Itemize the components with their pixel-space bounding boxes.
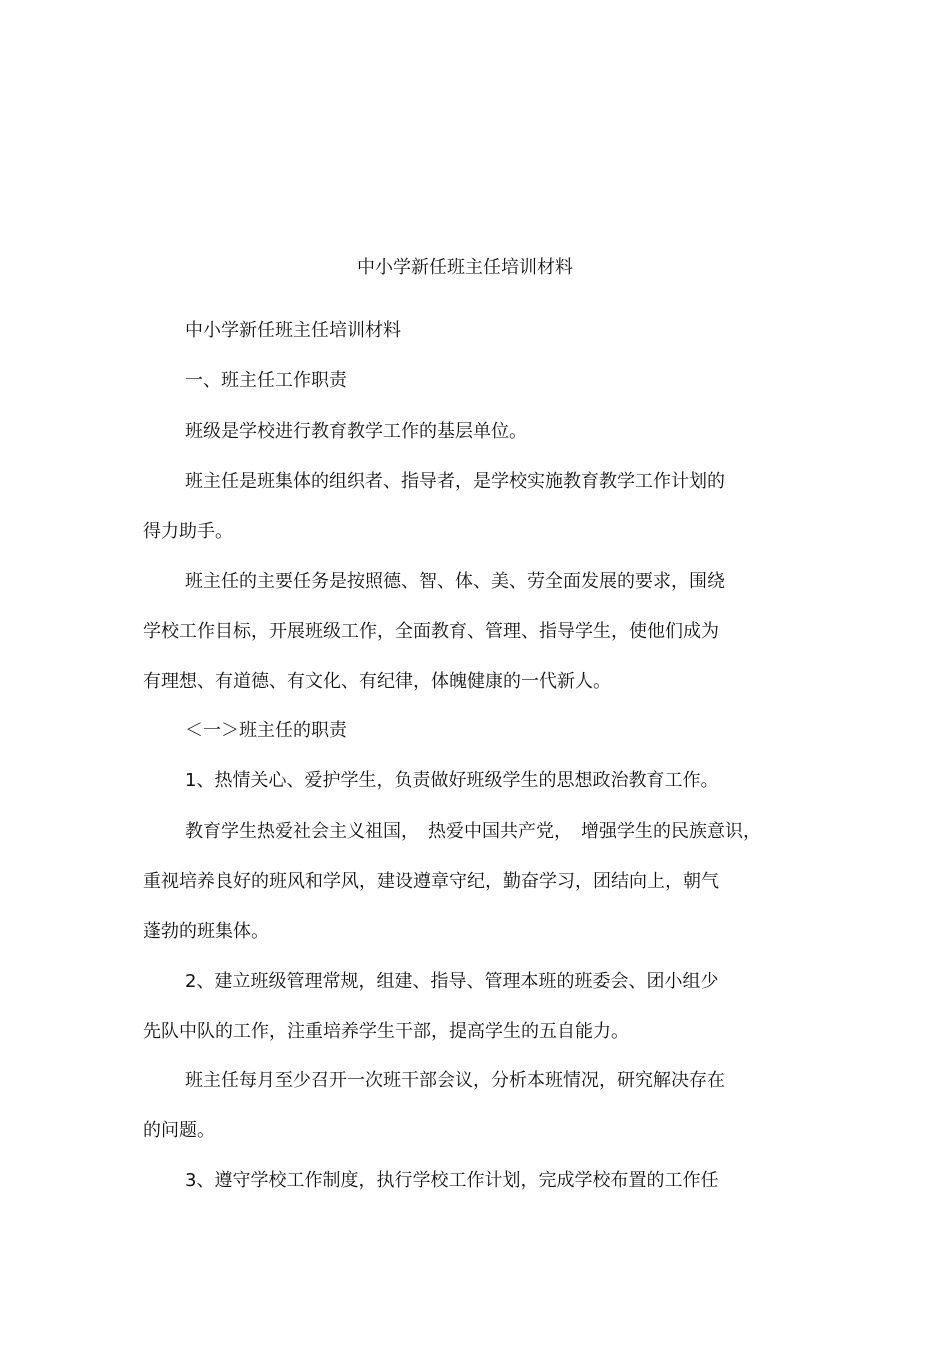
list-item-3: 3、遵守学校工作制度，执行学校工作计划，完成学校布置的工作任: [185, 1170, 719, 1191]
list-item-1: 1、热情关心、爱护学生，负责做好班级学生的思想政治教育工作。: [185, 770, 719, 791]
paragraph-line: 先队中队的工作，注重培养学生干部，提高学生的五自能力。: [143, 1021, 629, 1042]
paragraph-line: 的问题。: [143, 1120, 215, 1141]
paragraph-line: 学校工作目标，开展班级工作，全面教育、管理、指导学生，使他们成为: [143, 621, 719, 642]
paragraph-line: 有理想、有道德、有文化、有纪律，体魄健康的一代新人。: [143, 671, 611, 692]
list-item-2: 2、建立班级管理常规，组建、指导、管理本班的班委会、团小组少: [185, 971, 719, 992]
paragraph-line: 教育学生热爱社会主义祖国， 热爱中国共产党， 增强学生的民族意识，: [185, 821, 761, 842]
paragraph-line: 蓬勃的班集体。: [143, 921, 269, 942]
paragraph-line: 班主任是班集体的组织者、指导者，是学校实施教育教学工作计划的: [185, 471, 725, 492]
paragraph-line: 班主任的主要任务是按照德、智、体、美、劳全面发展的要求，围绕: [185, 571, 725, 592]
paragraph-line: 得力助手。: [143, 521, 233, 542]
paragraph-line: 班级是学校进行教育教学工作的基层单位。: [185, 421, 527, 442]
paragraph-line: 重视培养良好的班风和学风，建设遵章守纪，勤奋学习，团结向上，朝气: [143, 871, 719, 892]
document-title: 中小学新任班主任培训材料: [357, 257, 573, 278]
subsection-heading: ＜一＞班主任的职责: [185, 720, 347, 741]
subtitle-line: 中小学新任班主任培训材料: [185, 320, 401, 341]
paragraph-line: 班主任每月至少召开一次班干部会议，分析本班情况，研究解决存在: [185, 1070, 725, 1091]
section-heading: 一、班主任工作职责: [185, 370, 347, 391]
